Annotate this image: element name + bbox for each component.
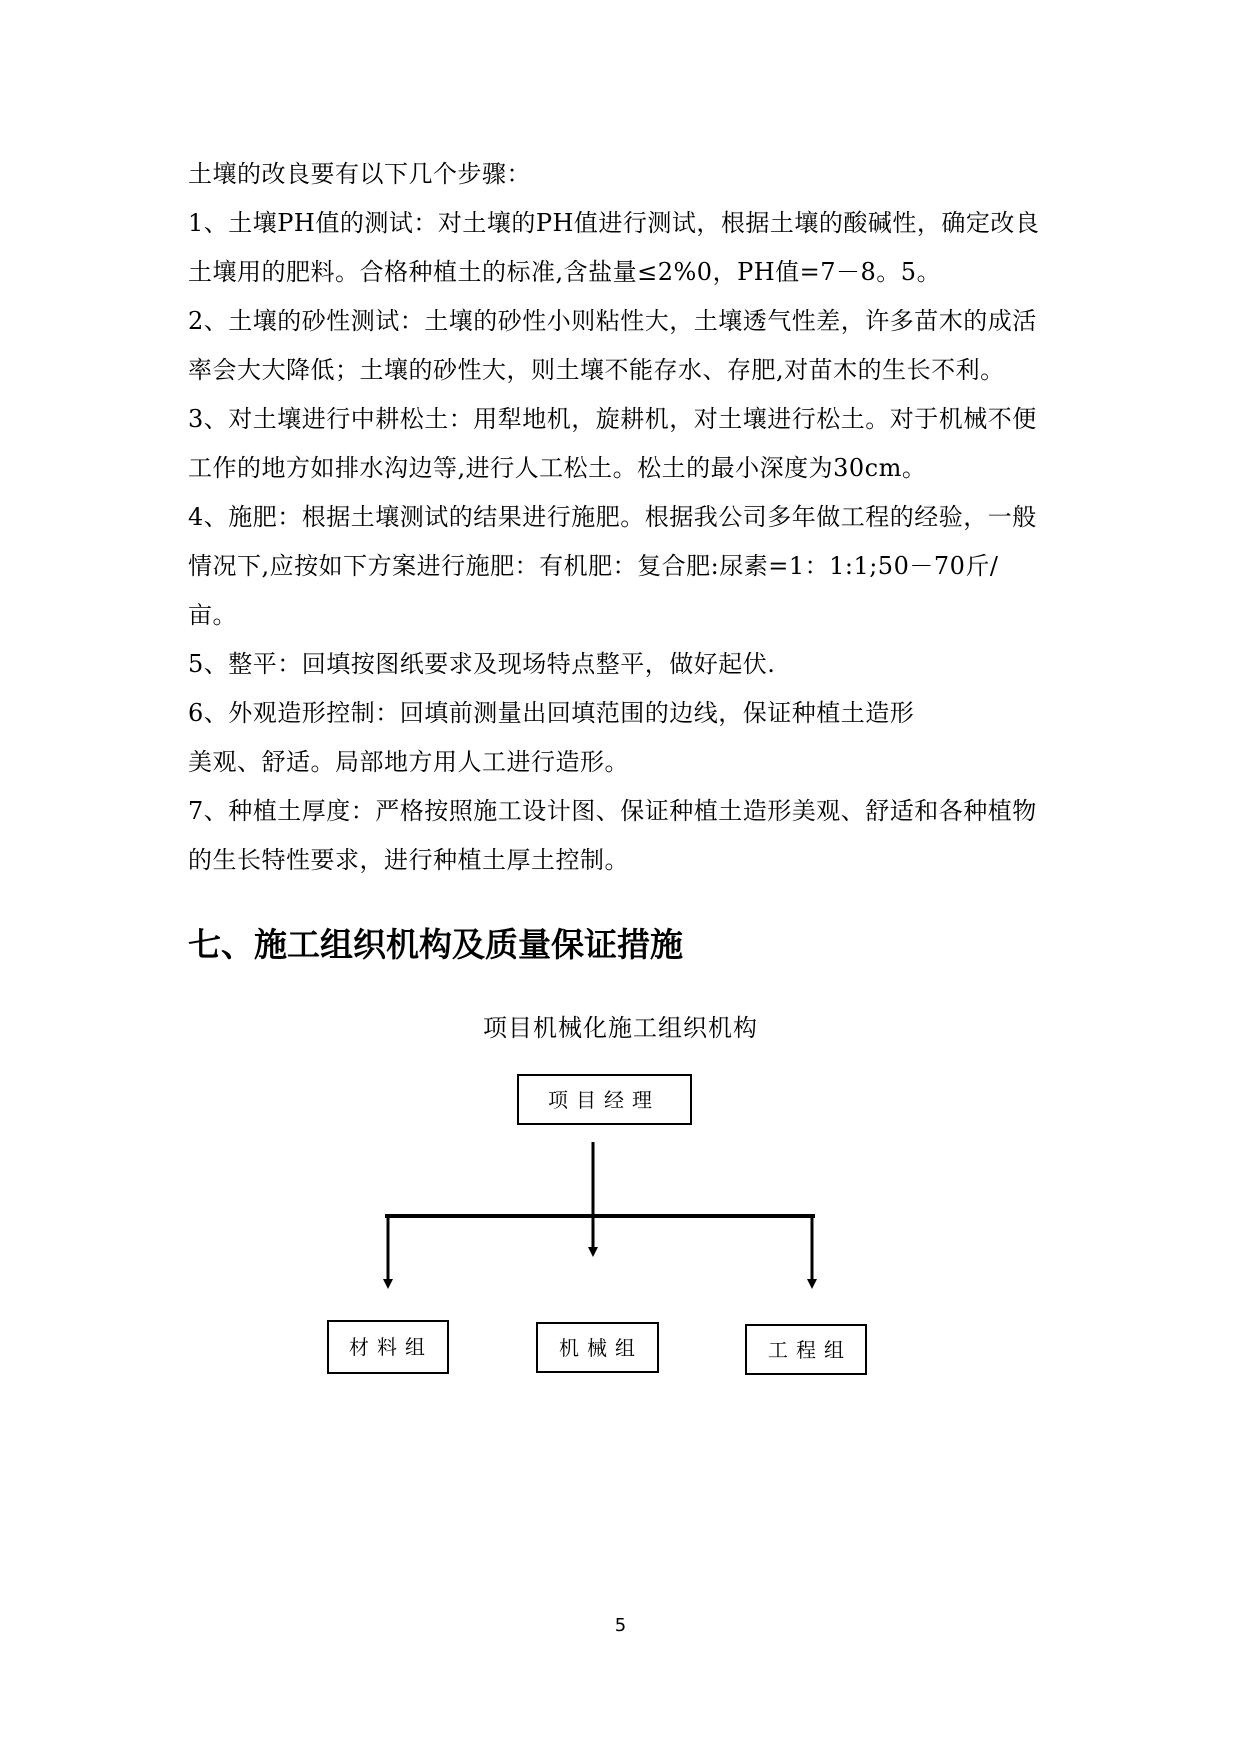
org-chart-title: 项目机械化施工组织机构 [483, 1014, 758, 1042]
body-line-intro: 土壤的改良要有以下几个步骤： [188, 160, 531, 188]
org-node-machinery-label: 机械组 [559, 1336, 643, 1360]
org-node-machinery [537, 1323, 658, 1372]
body-line-step2-b: 率会大大降低；土壤的砂性大，则土壤不能存水、存肥,对苗木的生长不利。 [188, 356, 1005, 384]
page-number: 5 [614, 1615, 627, 1636]
org-node-root [518, 1075, 691, 1124]
body-line-step1-b: 土壤用的肥料。合格种植土的标准,含盐量≤2%0，PH值=7－8。5。 [188, 258, 942, 286]
body-line-step4-a: 4、施肥：根据土壤测试的结果进行施肥。根据我公司多年做工程的经验，一般 [188, 503, 1037, 531]
org-node-engineering [746, 1325, 866, 1374]
body-line-step7-a: 7、种植土厚度：严格按照施工设计图、保证种植土造形美观、舒适和各种植物 [188, 797, 1037, 825]
body-line-step5: 5、整平：回填按图纸要求及现场特点整平，做好起伏. [188, 650, 776, 678]
body-line-step3-b: 工作的地方如排水沟边等,进行人工松土。松土的最小深度为30cm。 [188, 454, 927, 482]
body-line-step7-b: 的生长特性要求，进行种植土厚土控制。 [188, 846, 629, 874]
body-line-step4-c: 亩。 [188, 601, 237, 629]
org-node-materials-label: 材料组 [349, 1335, 433, 1359]
org-node-engineering-label: 工程组 [768, 1338, 852, 1362]
org-node-materials [328, 1321, 448, 1373]
org-node-root-label: 项目经理 [548, 1088, 660, 1112]
section-heading: 七、施工组织机构及质量保证措施 [188, 925, 683, 964]
body-line-step3-a: 3、对土壤进行中耕松土：用犁地机，旋耕机，对土壤进行松土。对于机械不便 [188, 405, 1037, 433]
body-line-step4-b: 情况下,应按如下方案进行施肥：有机肥：复合肥:尿素=1：1:1;50－70斤/ [188, 552, 999, 580]
body-line-step6-b: 美观、舒适。局部地方用人工进行造形。 [188, 748, 629, 776]
body-line-step2-a: 2、土壤的砂性测试：土壤的砂性小则粘性大，土壤透气性差，许多苗木的成活 [188, 307, 1037, 335]
body-line-step6-a: 6、外观造形控制：回填前测量出回填范围的边线，保证种植土造形 [188, 699, 915, 727]
body-line-step1-a: 1、土壤PH值的测试：对土壤的PH值进行测试，根据土壤的酸碱性，确定改良 [188, 209, 1040, 237]
